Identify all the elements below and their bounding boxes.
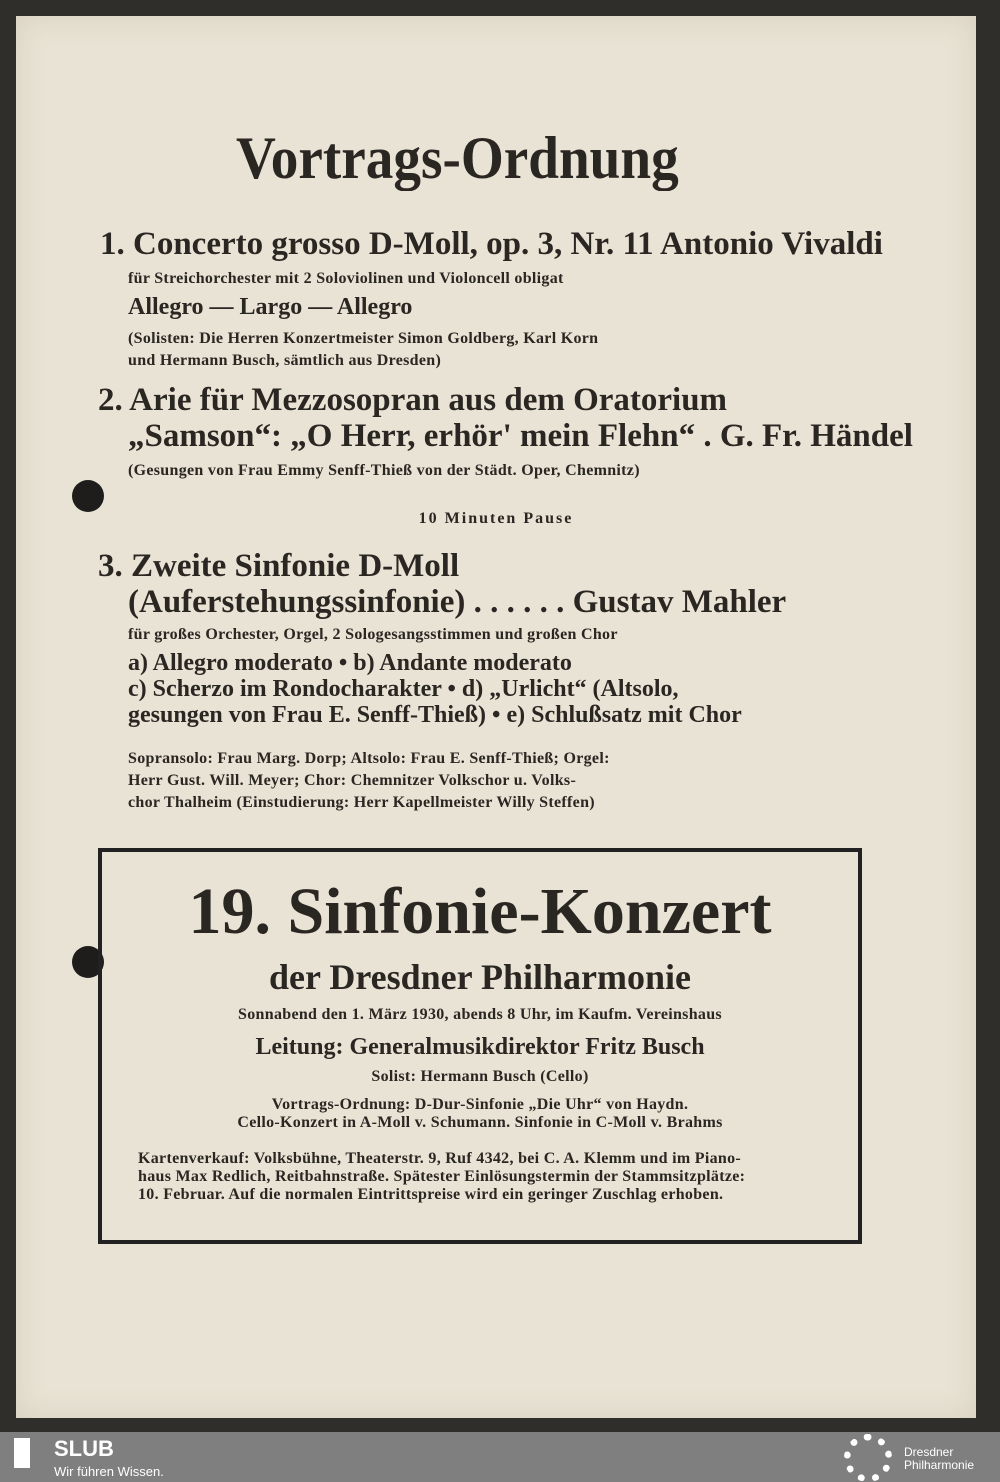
slub-slogan: Wir führen Wissen.: [54, 1464, 164, 1479]
item-3-performers-2: Herr Gust. Will. Meyer; Chor: Chemnitzer Volkschor u. Volks-: [128, 772, 577, 789]
concert-announcement-box: [98, 848, 862, 1244]
pause-note: 10 Minuten Pause: [418, 510, 574, 527]
page-title: Vortrags-Ordnung: [236, 125, 679, 191]
item-1-title: 1. Concerto grosso D-Moll, op. 3, Nr. 11 Antonio Vivaldi: [100, 226, 883, 262]
item-1-soloists: (Solisten: Die Herren Konzertmeister Simon Goldberg, Karl Korn: [128, 330, 599, 347]
announcement-date: Sonnabend den 1. März 1930, abends 8 Uhr, im Kaufm. Vereinshaus: [238, 1006, 722, 1023]
item-2-title: 2. Arie für Mezzosopran aus dem Oratorium: [98, 382, 728, 418]
slub-book-icon: [14, 1438, 30, 1468]
ticket-info-3: 10. Februar. Auf die normalen Eintrittspreise wird ein geringer Zuschlag erhoben.: [138, 1186, 724, 1203]
item-3-movements-3: gesungen von Frau E. Senff-Thieß) • e) Schlußsatz mit Chor: [128, 702, 742, 728]
punch-hole: [72, 480, 104, 512]
item-1-soloists-2: und Hermann Busch, sämtlich aus Dresden): [128, 352, 442, 369]
item-3-movements-1: a) Allegro moderato • b) Andante moderato: [128, 650, 572, 676]
item-3-desc: für großes Orchester, Orgel, 2 Sologesangsstimmen und großen Chor: [128, 626, 618, 643]
item-3-title: 3. Zweite Sinfonie D-Moll: [98, 548, 460, 584]
item-3-title-2: (Auferstehungssinfonie) . . . . . . Gustav Mahler: [128, 584, 787, 620]
slub-logo[interactable]: SLUB: [54, 1436, 114, 1461]
item-1-desc: für Streichorchester mit 2 Soloviolinen und Violoncell obligat: [128, 270, 564, 287]
item-3-movements-2: c) Scherzo im Rondocharakter • d) „Urlicht“ (Altsolo,: [128, 676, 679, 702]
announcement-subheading: der Dresdner Philharmonie: [269, 957, 691, 997]
item-1-movements: Allegro — Largo — Allegro: [128, 294, 413, 320]
ticket-info-1: Kartenverkauf: Volksbühne, Theaterstr. 9, Ruf 4342, bei C. A. Klemm und im Piano-: [138, 1150, 742, 1167]
announcement-conductor: Leitung: Generalmusikdirektor Fritz Busch: [255, 1034, 705, 1060]
partner-name-1: Dresdner: [904, 1445, 954, 1459]
item-3-performers-1: Sopransolo: Frau Marg. Dorp; Altsolo: Frau E. Senff-Thieß; Orgel:: [128, 750, 610, 767]
announcement-heading: 19. Sinfonie-Konzert: [188, 875, 772, 948]
item-2-singer: (Gesungen von Frau Emmy Senff-Thieß von der Städt. Oper, Chemnitz): [128, 462, 640, 479]
ticket-info-2: haus Max Redlich, Reitbahnstraße. Spätester Einlösungstermin der Stammsitzplätze:: [138, 1168, 746, 1185]
announcement-program-2: Cello-Konzert in A-Moll v. Schumann. Sinfonie in C-Moll v. Brahms: [237, 1114, 723, 1131]
footer-bar: [0, 1432, 1000, 1482]
philharmonie-logo-icon: [844, 1434, 892, 1482]
item-2-title-2: „Samson“: „O Herr, erhör' mein Flehn“ . G. Fr. Händel: [128, 418, 913, 454]
announcement-program-1: Vortrags-Ordnung: D-Dur-Sinfonie „Die Uhr“ von Haydn.: [271, 1096, 689, 1113]
partner-name-2: Philharmonie: [904, 1458, 975, 1472]
announcement-soloist: Solist: Hermann Busch (Cello): [371, 1068, 589, 1085]
item-3-performers-3: chor Thalheim (Einstudierung: Herr Kapellmeister Willy Steffen): [128, 794, 595, 811]
